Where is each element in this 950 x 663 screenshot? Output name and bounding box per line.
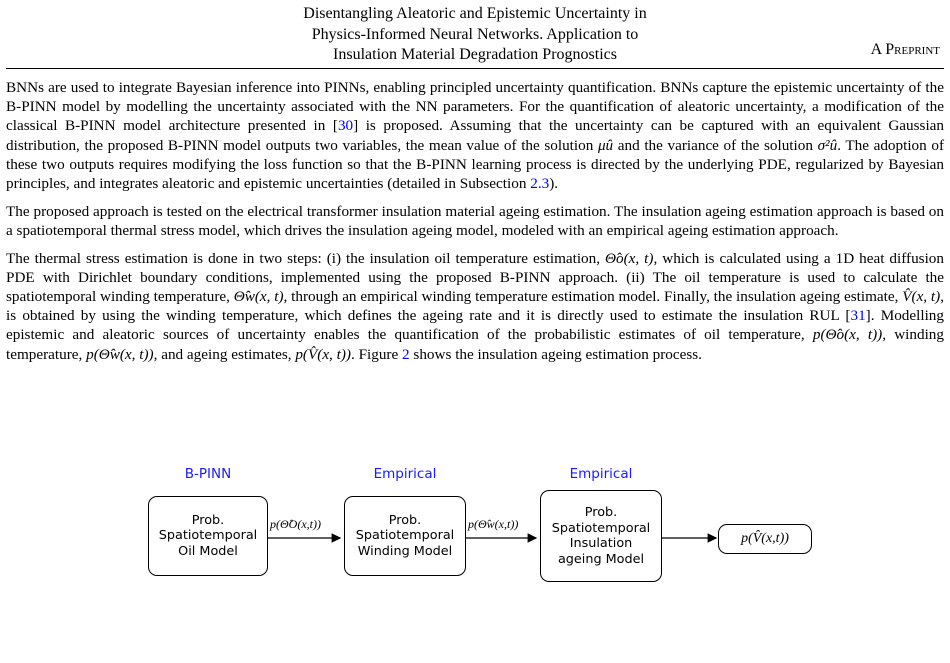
math-oil-temp: Θ̂o(x, t) [605,249,654,267]
text-run: shows the insulation ageing estimation process. [409,345,702,363]
process-diagram [140,466,840,586]
body-text [6,78,944,372]
winding-model-box: Prob. Spatiotemporal Winding Model [344,496,466,576]
insulation-ageing-model-box: Prob. Spatiotemporal Insulation ageing Model [540,490,662,582]
oil-model-box: Prob. Spatiotemporal Oil Model [148,496,268,576]
text-run: . The adoption of these two outputs requires modifying the loss function so that the B-PINN learning process is directed by the underlying PDE, regularized by Bayesian principles, and integrates aleatoric and epistemic uncertainties (detailed in Subsection [6,136,944,193]
text-run: BNNs are used to integrate Bayesian inference into PINNs, enabling principled uncertainty quantification. BNNs capture the epistemic uncertainty of the B-PINN model by modelling the uncertainty associated with the NN parameters. For the quantification of aleatoric uncertainty, a modification of the classical B-PINN model architecture presented in [ [6,79,944,135]
arrow-label-oil: p(Θ̂O(x,t)) [270,517,321,531]
math-p-winding: p(Θ̂w(x, t)) [86,345,154,363]
text-run: , which is calculated using a 1D heat diffusion PDE with Dirichlet boundary conditions, implemented using the proposed B-PINN approach. (ii) The oil temperature is used to calculate the spatiotemporal winding temperature, [6,249,944,306]
preprint-label: A Preprint [870,41,940,58]
citation-link[interactable]: 31 [850,307,866,325]
arrow-label-winding: p(Θ̂w(x,t)) [468,517,519,531]
math-ageing: V̂(x, t) [902,288,941,306]
math-p-ageing: p(V̂(x, t)) [295,345,351,363]
math-mu: μû [597,136,614,154]
math-winding-temp: Θ̂w(x, t) [233,288,284,306]
output-ageing-box: p(V̂(x,t)) [718,524,812,554]
math-sigma: σ²û [817,136,838,154]
text-run: ]. Modelling epistemic and aleatoric sources of uncertainty enables the quantification of the probabilistic estimates of oil temperature, [6,307,944,344]
text-run: , and ageing estimates, [153,345,296,363]
subsection-link[interactable]: 2.3 [530,175,550,193]
text-run: , is obtained by using the winding temperature, which defines the ageing rate and it is directly used to estimate the insulation RUL [ [6,288,944,325]
text-run: The thermal stress estimation is done in two steps: (i) the insulation oil temperature estimation, [6,249,606,267]
text-run: ). [549,175,559,193]
header-rule [6,68,944,69]
citation-link[interactable]: 30 [337,117,354,135]
text-run: , winding temperature, [6,326,944,363]
text-run: and the variance of the solution [613,136,818,154]
stage-label-b-pinn: B-PINN [184,466,232,482]
figure-link[interactable]: 2 [402,345,410,363]
stage-label-empirical-2: Empirical [569,466,633,482]
page-header [0,4,950,66]
text-run: , through an empirical winding temperature estimation model. Finally, the insulation ageing estimate, [283,288,903,306]
running-title-line-2: Physics-Informed Neural Networks. Application to [311,25,639,43]
paragraph-1 [6,78,944,193]
paragraph-2: The proposed approach is tested on the electrical transformer insulation material ageing estimation. The insulation ageing estimation approach is based on a spatiotemporal thermal stress model, which drives the insulation ageing model, modeled with an empirical ageing estimation approach. [6,202,944,239]
math-p-oil: p(Θ̂o(x, t)) [812,326,883,344]
running-title-line-1: Disentangling Aleatoric and Epistemic Uncertainty in [303,5,647,22]
running-title-line-3: Insulation Material Degradation Prognostics [333,46,617,63]
stage-label-empirical-1: Empirical [373,466,437,482]
paragraph-3 [6,249,944,364]
text-run: ] is proposed. Assuming that the uncertainty can be captured with an equivalent Gaussian distribution, the proposed B-PINN model outputs two variables, the mean value of the solution [6,117,945,154]
text-run: . Figure [350,345,403,363]
